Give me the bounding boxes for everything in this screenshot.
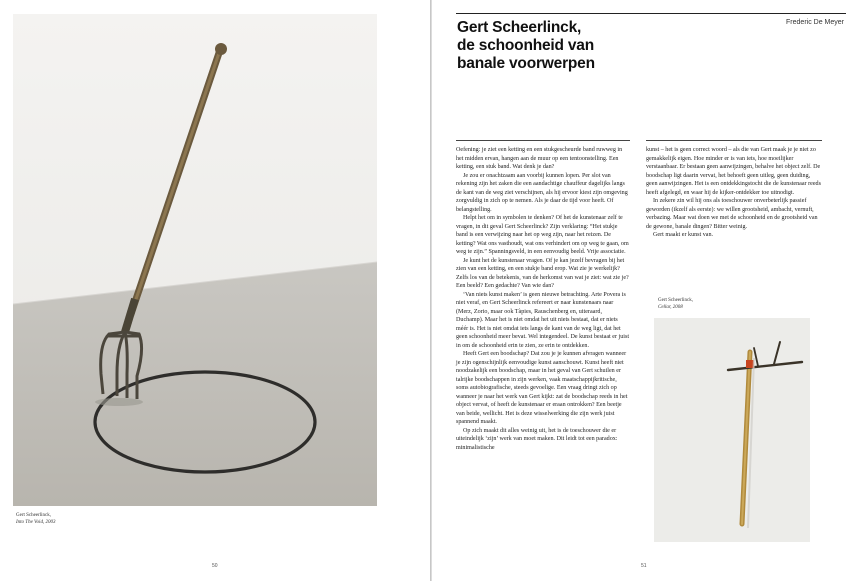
paragraph: Heeft Gert een boodschap? Dat zou je je kunnen afvragen wanneer je zijn ogenschijnlijk eenvoudige kunst aanschouwt. Kunst heeft niet noodzakelijk een boodschap, maar in het geval van Gert schuilen er talrijke boodschappen in zijn werken, vaak maatschappijkritische, soms autobiografische, steeds gevoelige. Een vraag dringt zich op wanneer je naar het werk van Gert kijkt: zat de boodschap reeds in het object vervat, of heeft de kunstenaar er eraan ontrokken? Een beetje van beide, wellicht. Het is deze wisselwerking die zijn werk juist spannend maakt.	[456, 351, 628, 425]
caption-title: Cellar, 2008	[658, 305, 683, 310]
body-column-2	[646, 146, 822, 240]
column-rule	[646, 140, 822, 141]
paragraph: Oefening: je ziet een ketting en een stukgescheurde band ruwweg in het midden ervan, hangen aan de muur op een tentoonstelling. Een ketting, een stuk band. Wat denk je dan?	[456, 147, 623, 170]
top-rule	[456, 13, 846, 14]
author-name: Frederic De Meyer	[786, 19, 844, 26]
column-rule	[456, 140, 630, 141]
title-line-3: banale voorwerpen	[457, 55, 595, 72]
paragraph: kunst – het is geen correct woord – als die van Gert maak je je niet zo gemakkelijk eigen. Hoe minder er is van iets, hoe moeilijker verstaanbaar. Er bestaan geen aanwijzingen, behalve het object zelf. De boodschap ligt daarin vervat, het behoeft geen uitleg, geen duiding, geen aanwijzingen. Het is een ontdekkingstocht die de kunstenaar reeds heeft afgelegd, en waar hij de kijker-ontdekker toe uitnodigt.	[646, 147, 821, 196]
page-number: 50	[212, 563, 218, 569]
page-number: 51	[641, 563, 647, 569]
artwork-photo-pitchfork	[13, 14, 377, 506]
artwork-photo-branch	[654, 318, 810, 542]
paragraph: Gert maakt er kunst van.	[653, 232, 714, 238]
article-title	[457, 19, 677, 73]
title-line-1: Gert Scheerlinck,	[457, 19, 582, 36]
paragraph: Je zou er onachtzaam aan voorbij kunnen lopen. Per slot van rekening zijn het zaken die een aandachtige chauffeur dagelijks langs de kant van de weg ziet verschijnen, als hij ervoor kiest zijn omgeving zorgvuldig in zich op te nemen. Als je daar de tijd voor heeft. Of belangstelling.	[456, 172, 628, 213]
body-column-1	[456, 146, 630, 452]
paragraph: ‘Van niets kunst maken’ is geen nieuwe betrachting. Arte Povera is niet veraf, en Gert Scheerlinck refereert er naar kunstenaars naar (Merz, Zorio, maar ook Tàpies, Rauschenberg en, uiteraard, Duchamp). Maar het is niet omdat het uit niets bestaat, dat er niets méér is. Het is niet omdat iets langs de kant van de weg ligt, dat het geen schoonheid meer bevat. Wel integendeel. De kunst bestaat er juist in om de schoonheid erin te zien, ze erin te ontdekken.	[456, 291, 630, 349]
caption-title: Into The Void, 2003	[16, 520, 56, 525]
right-page	[432, 0, 862, 581]
paragraph: Je kunt het de kunstenaar vragen. Of je kan jezelf bevragen bij het zien van een ketting, en een stukje band erop. Wat zie je werkelijk? Zelfs los van de betekenis, van de herkomst van wat je ziet: wat zie je? Een beeld? Een gedachte? Van wie dan?	[456, 257, 629, 289]
left-page	[0, 0, 430, 581]
right-photo-caption	[658, 297, 778, 311]
paragraph: Helpt het om in symbolen te denken? Of het de kunstenaar zelf te vragen, in dit geval Gert Scheerlinck? Zijn verklaring: “Het stukje band is een verwijzing naar het op weg zijn, naar het reizen. De ketting? Wat ons vasthoudt, wat ons verhindert om op weg te gaan, om weg te zijn.” Spanningsveld, in een eenvoudig beeld. Vrije associatie.	[456, 215, 629, 255]
caption-artist: Gert Scheerlinck,	[658, 298, 693, 303]
paragraph: Op zich maakt dit alles weinig uit, het is de toeschouwer die er uiteindelijk ‘zijn’ werk van moet maken. Dit leidt tot een paradox: minimalistische	[456, 427, 618, 451]
left-photo-caption	[16, 512, 136, 526]
paragraph: In zekere zin wil hij ons als toeschouwer onverbeterlijk passief geworden (ikzelf als eerste): we willen grootsheid, ambacht, vernuft, verbazing. Maar wat doen we met de schoonheid en de grootsheid van de gewone, banale dingen? Bitter weinig.	[646, 198, 818, 230]
caption-artist: Gert Scheerlinck,	[16, 513, 51, 518]
title-line-2: de schoonheid van	[457, 37, 594, 54]
